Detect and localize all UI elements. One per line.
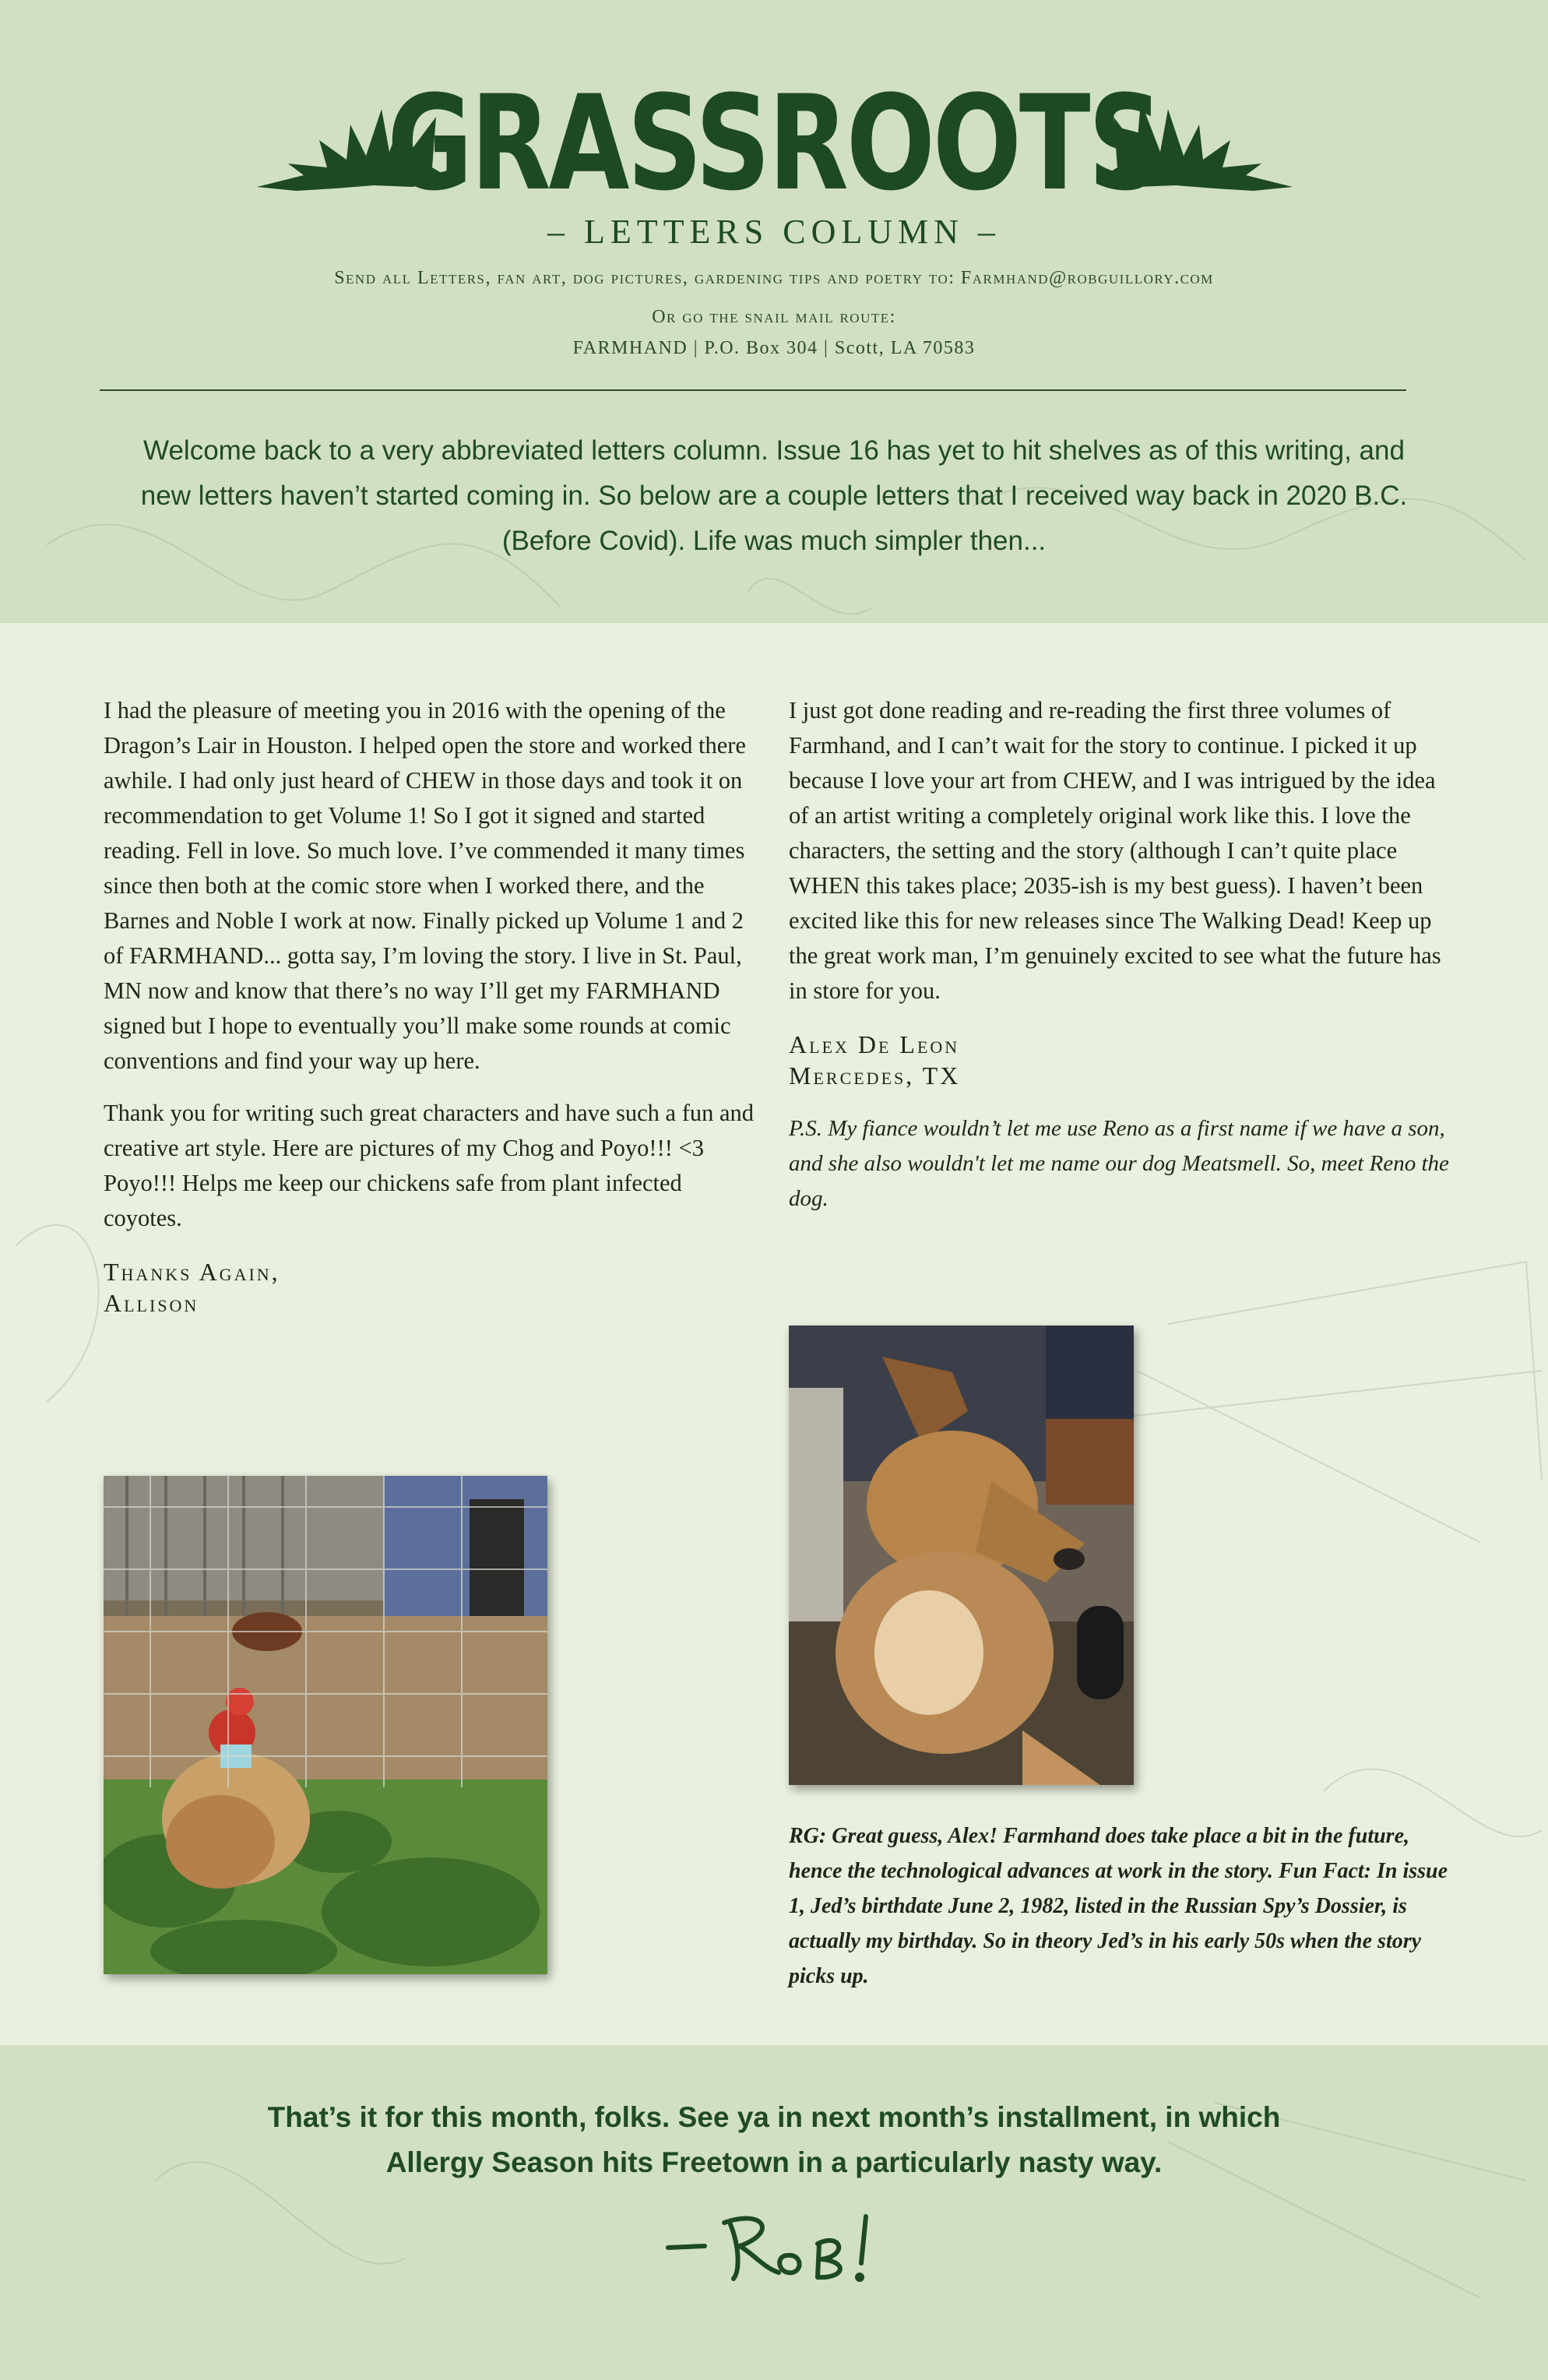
letter-alex-name: Alex De Leon	[789, 1030, 960, 1058]
letter-allison-paragraph-2: Thank you for writing such great characters and have such a fun and creative art style. Here are pictures of my Chog and Poyo!!! <3 Poyo!!! Helps me keep our chickens safe from plant infected coyotes.	[104, 1100, 755, 1231]
editor-reply: RG: Great guess, Alex! Farmhand does take place a bit in the future, hence the technological advances at work in the story. Fun Fact: In issue 1, Jed’s birthdate June 2, 1982, listed in the Russian Spy’s Dossier, is actually my birthday. So in theory Jed’s in his early 50s when the story picks up.	[789, 1824, 1448, 1988]
header-divider	[100, 389, 1406, 391]
rob-signature	[662, 2201, 895, 2287]
closing-message	[0, 2095, 1548, 2185]
intro-paragraph: Welcome back to a very abbreviated letters column. Issue 16 has yet to hit shelves as of this writing, and new letters haven’t started coming in. So below are a couple letters that I received way back in 2020 B.C. (Before Covid). Life was much simpler then...	[140, 435, 1408, 556]
closing-line-2: Allergy Season hits Freetown in a particularly nasty way.	[385, 2146, 1163, 2178]
letter-alex-location: Mercedes, TX	[789, 1061, 961, 1090]
send-to-line: Send all Letters, fan art, dog pictures, gardening tips and poetry to: Farmhand@robguillory.com	[334, 268, 1214, 288]
letter-allison-name: Allison	[104, 1289, 199, 1317]
letter-alex	[789, 693, 1458, 1234]
letter-allison-signoff: Thanks Again,	[104, 1258, 280, 1286]
chicken-photo	[104, 1476, 547, 1974]
dog-photo	[789, 1326, 1134, 1785]
letter-allison-paragraph-1: I had the pleasure of meeting you in 2016 with the opening of the Dragon’s Lair in Houston. I helped open the store and worked there awhile. I had only just heard of CHEW in those days and took it on recommendation to get Volume 1! So I got it signed and started reading. Fell in love. So much love. I’ve commended it many times since then both at the comic store when I worked there, and the Barnes and Noble I work at now. Finally picked up Volume 1 and 2 of FARMHAND... gotta say, I’m loving the story. I live in St. Paul, MN now and know that there’s no way I’ll get my FARMHAND signed but I hope to eventually you’ll make some rounds at comic conventions and find your way up here.	[104, 697, 746, 1074]
column-subtitle: – LETTERS COLUMN –	[547, 213, 1001, 251]
logo-title: GRASSROOTS	[387, 67, 1161, 220]
mailing-address: FARMHAND | P.O. Box 304 | Scott, LA 70583	[572, 338, 976, 358]
letter-alex-paragraph-1: I just got done reading and re-reading the first three volumes of Farmhand, and I can’t wait for the story to continue. I picked it up because I love your art from CHEW, and I was intrigued by the idea of an artist writing a completely original work like this. I love the characters, the setting and the story (although I can’t quite place WHEN this takes place; 2035-ish is my best guess). I haven’t been excited like this for new releases since The Walking Dead! Keep up the great work man, I’m genuinely excited to see what the future has in store for you.	[789, 697, 1441, 1004]
letter-allison	[104, 693, 765, 1319]
closing-line-1: That’s it for this month, folks. See ya in next month’s installment, in which	[267, 2101, 1281, 2133]
letter-alex-postscript: P.S. My fiance wouldn’t let me use Reno as a first name if we have a son, and she also wouldn't let me name our dog Meatsmell. So, meet Reno the dog.	[789, 1116, 1449, 1211]
snail-mail-line: Or go the snail mail route:	[652, 307, 896, 327]
